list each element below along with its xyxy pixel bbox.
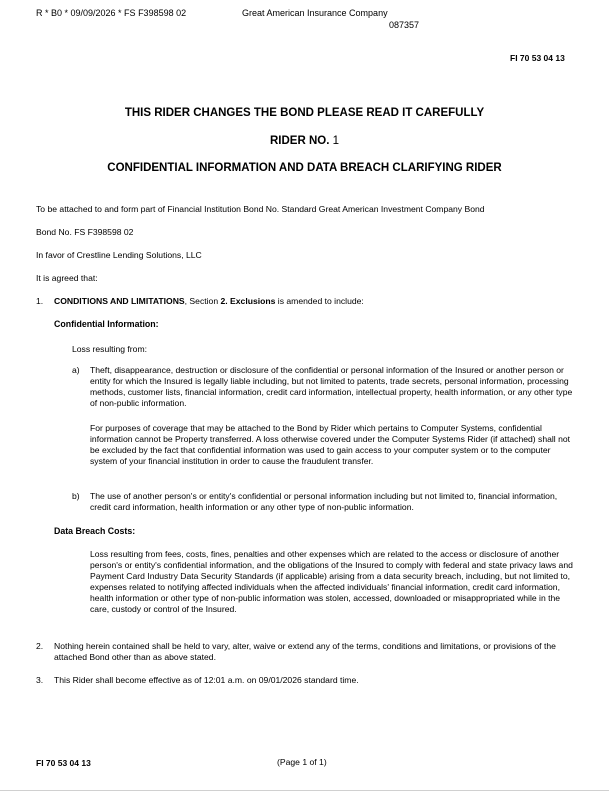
- item-1-text: [54, 296, 364, 307]
- confidential-heading: Confidential Information:: [54, 319, 159, 329]
- agreed-statement: It is agreed that:: [36, 273, 98, 283]
- item-3-number: 3.: [36, 675, 44, 685]
- footer-form-code: FI 70 53 04 13: [36, 758, 91, 768]
- clause-b-text: The use of another person's or entity's confidential or personal information including but not limited to, financial information, credit card information, health information or any other type of non-public information.: [90, 491, 558, 512]
- in-favor-of: In favor of Crestline Lending Solutions, LLC: [36, 250, 202, 260]
- clause-a-text: Theft, disappearance, destruction or disclosure of the confidential or personal information of the Insured or another person or entity for which the Insured is legally liable including, but not limited to patents, trade secrets, personal information, processing methods, customer lists, financial information, credit card information, intellectual property, health information, or any other type of non-public information.: [90, 365, 573, 408]
- header-company: Great American Insurance Company: [242, 8, 388, 18]
- rider-prefix: RIDER NO.: [269, 135, 330, 147]
- footer-page-number: (Page 1 of 1): [277, 757, 327, 767]
- data-breach-heading: Data Breach Costs:: [54, 526, 136, 536]
- item-1-lead: CONDITIONS AND LIMITATIONS: [54, 296, 185, 306]
- item-3-text: This Rider shall become effective as of 12:01 a.m. on 09/01/2026 standard time.: [54, 675, 359, 685]
- item-1-tail: is amended to include:: [275, 296, 364, 306]
- data-breach-text: Loss resulting from fees, costs, fines, penalties and other expenses which are related to the access or disclosure of another person's or entity's confidential information, and the obligations of the Insured to comply with federal and state privacy laws and Payment Card Industry Data Security Standards (if applicable) arising from a data security breach, including, but not limited to, expenses related to notifying affected individuals when the affected individuals' financial information, credit card information, health information or other type of non-public information was stolen, accessed, downloaded or misappropriated while in the care, custody or control of the Insured.: [90, 549, 573, 614]
- item-1-mid: , Section: [184, 296, 221, 306]
- rider-number: 1: [332, 135, 340, 147]
- bond-number: Bond No. FS F398598 02: [36, 227, 134, 237]
- item-1-number: 1.: [36, 296, 44, 306]
- item-2-text: Nothing herein contained shall be held to vary, alter, waive or extend any of the terms, conditions and limitations, or provisions of the attached Bond other than as above stated.: [54, 641, 556, 662]
- header-reference: R * B0 * 09/09/2026 * FS F398598 02: [36, 8, 187, 18]
- header-form-code: FI 70 53 04 13: [510, 53, 565, 63]
- item-1-section: 2. Exclusions: [220, 296, 276, 306]
- rider-number-title: [0, 135, 609, 147]
- header-company-code: 087357: [389, 20, 420, 30]
- clause-a-paragraph: For purposes of coverage that may be attached to the Bond by Rider which pertains to Computer Systems, confidential information cannot be Property transferred. A loss otherwise covered under the Computer Systems Rider (if attached) shall not be excluded by the fact that confidential information was used to gain access to your computer system or to the computer system of your financial institution in order to cause the fraudulent transfer.: [90, 423, 571, 466]
- main-title: THIS RIDER CHANGES THE BOND PLEASE READ IT CAREFULLY: [124, 107, 485, 119]
- page-bottom-edge: [0, 790, 609, 791]
- loss-resulting-from: Loss resulting from:: [72, 344, 147, 354]
- item-2-number: 2.: [36, 641, 44, 651]
- clause-b-label: b): [72, 491, 80, 501]
- rider-subtitle: CONFIDENTIAL INFORMATION AND DATA BREACH CLARIFYING RIDER: [107, 162, 502, 174]
- attached-statement: To be attached to and form part of Financial Institution Bond No. Standard Great American Investment Company Bond: [36, 204, 485, 214]
- clause-a-label: a): [72, 365, 80, 375]
